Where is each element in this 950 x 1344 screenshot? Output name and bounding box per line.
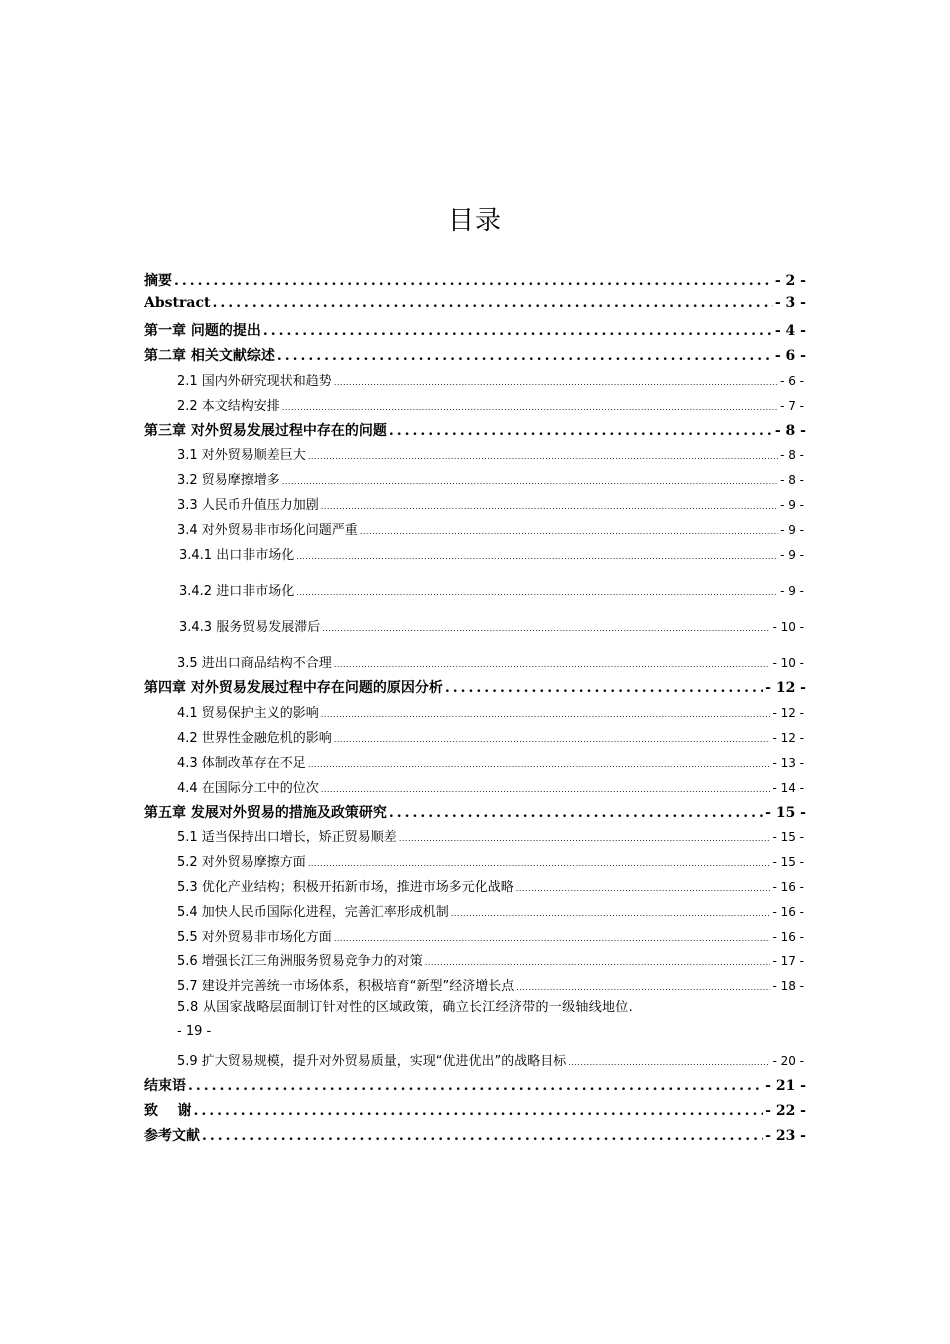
toc-label: 4.4 在国际分工中的位次	[177, 781, 319, 796]
toc-label: 第三章 对外贸易发展过程中存在的问题	[144, 423, 387, 439]
toc-entry-3-5[interactable]	[0, 652, 950, 671]
toc-label: 3.3 人民币升值压力加剧	[177, 498, 319, 513]
toc-label: 2.2 本文结构安排	[177, 399, 280, 414]
toc-leader	[308, 760, 771, 769]
toc-leader	[516, 884, 771, 893]
toc-page-number: - 15 -	[772, 855, 804, 869]
toc-label: 3.5 进出口商品结构不合理	[177, 656, 332, 671]
toc-page-number: - 22 -	[765, 1103, 806, 1119]
toc-page-number: - 8 -	[774, 423, 806, 439]
toc-label: 5.2 对外贸易摩擦方面	[177, 855, 306, 870]
toc-page-number: - 15 -	[772, 830, 804, 844]
toc-leader	[516, 983, 770, 992]
toc-entry-5-1[interactable]	[0, 826, 950, 845]
toc-leader	[321, 785, 771, 794]
toc-leader	[445, 680, 763, 696]
toc-page-number: - 17 -	[772, 954, 804, 968]
toc-entry-conclusion[interactable]	[0, 1075, 950, 1095]
toc-label: 3.4.3 服务贸易发展滞后	[179, 620, 321, 635]
toc-entry-5-5[interactable]	[0, 926, 950, 945]
toc-entry-5-8[interactable]	[177, 996, 806, 1044]
toc-entry-3-4-3[interactable]	[0, 616, 950, 635]
toc-entry-4-4[interactable]	[0, 777, 950, 796]
toc-leader	[263, 323, 773, 339]
toc-page-number: - 9 -	[780, 584, 804, 598]
toc-entry-acknowledgements[interactable]	[0, 1100, 950, 1120]
toc-page-number: - 7 -	[780, 399, 804, 413]
toc-entry-3-4-1[interactable]	[0, 544, 950, 563]
toc-page-number: - 15 -	[765, 805, 806, 821]
toc-label: 5.4 加快人民币国际化进程，完善汇率形成机制	[177, 905, 449, 920]
page-title: 目录	[447, 206, 502, 236]
toc-label: 参考文献	[144, 1128, 200, 1144]
toc-label: 3.1 对外贸易顺差巨大	[177, 448, 306, 463]
toc-entry-3-1[interactable]	[0, 444, 950, 463]
toc-page-number: - 13 -	[772, 756, 804, 770]
toc-page-number: - 20 -	[772, 1054, 804, 1068]
toc-leader	[202, 1128, 763, 1144]
toc-leader	[282, 477, 778, 486]
toc-label: 第四章 对外贸易发展过程中存在问题的原因分析	[144, 680, 443, 696]
toc-entry-abstract-cn[interactable]	[0, 270, 950, 290]
toc-entry-5-4[interactable]	[0, 901, 950, 920]
toc-leader	[194, 1103, 764, 1119]
toc-entry-3-4-2[interactable]	[0, 580, 950, 599]
toc-entry-3-3[interactable]	[0, 494, 950, 513]
toc-label: 结束语	[144, 1078, 186, 1094]
toc-label: 致 谢	[144, 1103, 192, 1119]
toc-page-number: - 10 -	[772, 620, 804, 634]
toc-entry-chapter-1[interactable]	[0, 320, 950, 340]
toc-page-number: - 4 -	[774, 323, 806, 339]
toc-page-number: - 16 -	[772, 930, 804, 944]
toc-page-number: - 14 -	[772, 781, 804, 795]
toc-entry-chapter-3[interactable]	[0, 420, 950, 440]
toc-label: 摘要	[144, 273, 172, 289]
toc-leader	[212, 295, 772, 311]
toc-page-number: - 10 -	[772, 656, 804, 670]
toc-leader	[296, 588, 778, 597]
toc-entry-5-3[interactable]	[0, 876, 950, 895]
toc-label: 3.4.2 进口非市场化	[179, 584, 295, 599]
toc-entry-4-1[interactable]	[0, 702, 950, 721]
toc-label: 3.4.1 出口非市场化	[179, 548, 295, 563]
toc-label: 第一章 问题的提出	[144, 323, 261, 339]
toc-leader	[334, 934, 771, 943]
toc-entry-4-3[interactable]	[0, 752, 950, 771]
toc-entry-5-6[interactable]	[0, 950, 950, 969]
toc-page-number: - 6 -	[780, 374, 804, 388]
toc-entry-chapter-4[interactable]	[0, 677, 950, 697]
toc-entry-4-2[interactable]	[0, 727, 950, 746]
toc-label: 5.8 从国家战略层面制订针对性的区域政策，确立长江经济带的一级轴线地位.	[177, 1000, 634, 1015]
toc-page-number: - 12 -	[772, 731, 804, 745]
toc-entry-references[interactable]	[0, 1125, 950, 1145]
toc-page-number: - 2 -	[774, 273, 806, 289]
toc-leader	[321, 710, 771, 719]
toc-label: 4.1 贸易保护主义的影响	[177, 706, 319, 721]
toc-label: 第五章 发展对外贸易的措施及政策研究	[144, 805, 387, 821]
toc-entry-2-1[interactable]	[0, 370, 950, 389]
toc-page-number: - 21 -	[765, 1078, 806, 1094]
toc-entry-5-9[interactable]	[0, 1050, 950, 1069]
toc-leader	[322, 624, 770, 633]
toc-entry-chapter-2[interactable]	[0, 345, 950, 365]
toc-leader	[321, 502, 778, 511]
toc-leader	[399, 834, 771, 843]
toc-page-number: - 9 -	[780, 523, 804, 537]
toc-page-number: - 23 -	[765, 1128, 806, 1144]
toc-label: 4.2 世界性金融危机的影响	[177, 731, 332, 746]
toc-label: 5.6 增强长江三角洲服务贸易竞争力的对策	[177, 954, 423, 969]
toc-page-number: - 3 -	[774, 295, 806, 311]
toc-page-number: - 16 -	[772, 880, 804, 894]
toc-label: 5.9 扩大贸易规模，提升对外贸易质量，实现“优进优出”的战略目标	[177, 1054, 567, 1069]
toc-entry-5-7[interactable]	[0, 975, 950, 994]
toc-page-number: - 9 -	[780, 548, 804, 562]
toc-leader	[451, 909, 771, 918]
toc-leader	[308, 452, 778, 461]
toc-entry-5-2[interactable]	[0, 851, 950, 870]
toc-page-number: - 18 -	[772, 979, 804, 993]
toc-leader	[296, 552, 778, 561]
toc-label: 5.1 适当保持出口增长，矫正贸易顺差	[177, 830, 397, 845]
toc-label: 3.2 贸易摩擦增多	[177, 473, 280, 488]
toc-page-number: - 12 -	[772, 706, 804, 720]
toc-leader	[389, 805, 763, 821]
toc-label: 5.7 建设并完善统一市场体系，积极培育“新型”经济增长点	[177, 979, 515, 994]
toc-page-number: - 16 -	[772, 905, 804, 919]
toc-entry-3-2[interactable]	[0, 469, 950, 488]
toc-page-number: - 12 -	[765, 680, 806, 696]
toc-leader	[360, 527, 778, 536]
toc-page-number: - 8 -	[780, 473, 804, 487]
toc-entry-3-4[interactable]	[0, 519, 950, 538]
toc-page-number: - 19 -	[177, 1024, 212, 1039]
toc-label: 5.3 优化产业结构；积极开拓新市场，推进市场多元化战略	[177, 880, 514, 895]
toc-label: 4.3 体制改革存在不足	[177, 756, 306, 771]
toc-label: 2.1 国内外研究现状和趋势	[177, 374, 332, 389]
toc-leader	[308, 859, 771, 868]
toc-label: 第二章 相关文献综述	[144, 348, 275, 364]
toc-leader	[568, 1058, 770, 1067]
toc-label: 3.4 对外贸易非市场化问题严重	[177, 523, 358, 538]
toc-entry-abstract-en[interactable]	[0, 295, 950, 311]
toc-leader	[334, 735, 771, 744]
toc-leader	[425, 958, 771, 967]
toc-label: 5.5 对外贸易非市场化方面	[177, 930, 332, 945]
toc-leader	[389, 423, 773, 439]
toc-leader	[277, 348, 773, 364]
toc-leader	[174, 273, 773, 289]
toc-page-number: - 6 -	[774, 348, 806, 364]
toc-leader	[334, 378, 778, 387]
toc-leader	[334, 660, 771, 669]
toc-page-number: - 8 -	[780, 448, 804, 462]
toc-leader	[188, 1078, 763, 1094]
toc-page-number: - 9 -	[780, 498, 804, 512]
toc-entry-chapter-5[interactable]	[0, 802, 950, 822]
toc-entry-2-2[interactable]	[0, 395, 950, 414]
toc-leader	[282, 403, 778, 412]
toc-label: Abstract	[144, 295, 211, 311]
